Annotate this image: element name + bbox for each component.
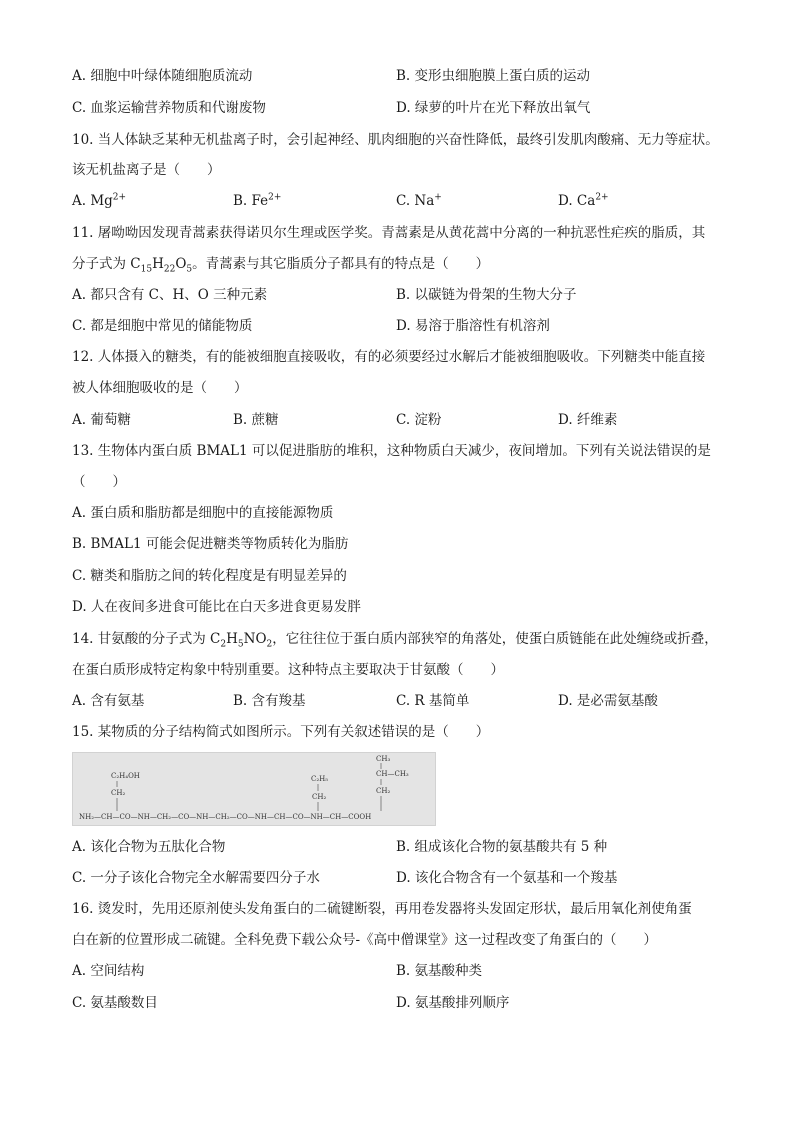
q15-option-c: C. 一分子该化合物完全水解需要四分子水	[72, 870, 320, 886]
q13-stem-line1: 13. 生物体内蛋白质 BMAL1 可以促进脂肪的堆积，这种物质白天减少，夜间增加。下列有关说法错误的是	[72, 443, 711, 459]
q12-option-b: B. 蔗糖	[233, 412, 279, 428]
q16-option-d: D. 氨基酸排列顺序	[396, 995, 510, 1011]
side3-bottom: CH₂	[376, 787, 391, 795]
main-chain: NH₂—CH—CO—NH—CH₂—CO—NH—CH₂—CO—NH—CH—CO—NH—CH—COOH	[79, 813, 372, 821]
q16-stem-line1: 16. 烫发时，先用还原剂使头发角蛋白的二硫键断裂，再用卷发器将头发固定形状，最后用氧化剂使角蛋	[72, 901, 692, 917]
q11-option-a: A. 都只含有 C、H、O 三种元素	[72, 287, 268, 303]
q11-option-d: D. 易溶于脂溶性有机溶剂	[396, 318, 550, 334]
q14-option-b: B. 含有羧基	[233, 693, 306, 709]
q11-stem-line1: 11. 屠呦呦因发现青蒿素获得诺贝尔生理或医学奖。青蒿素是从黄花蒿中分离的一种抗恶性疟疾的脂质，其	[72, 225, 706, 241]
q10-option-a: A. $Mg^{2+}$	[72, 192, 127, 209]
q9-option-d: D. 绿萝的叶片在光下释放出氧气	[396, 100, 591, 116]
q15-stem-line1: 15. 某物质的分子结构简式如图所示。下列有关叙述错误的是（ ）	[72, 724, 490, 740]
q16-option-a: A. 空间结构	[72, 963, 145, 979]
q10-option-b: B. $Fe^{2+}$	[233, 192, 282, 209]
q16-option-c: C. 氨基酸数目	[72, 995, 158, 1011]
q10-option-d: D. $Ca^{2+}$	[558, 192, 609, 209]
q15-option-b: B. 组成该化合物的氨基酸共有 5 种	[396, 839, 608, 855]
q13-option-a: A. 蛋白质和脂肪都是细胞中的直接能源物质	[72, 505, 334, 521]
q14-option-d: D. 是必需氨基酸	[558, 693, 658, 709]
q15-option-a: A. 该化合物为五肽化合物	[72, 839, 226, 855]
q12-stem-line1: 12. 人体摄入的糖类，有的能被细胞直接吸收，有的必须要经过水解后才能被细胞吸收。下列糖类中能直接	[72, 349, 706, 365]
q12-option-a: A. 葡萄糖	[72, 412, 131, 428]
q13-option-c: C. 糖类和脂肪之间的转化程度是有明显差异的	[72, 568, 347, 584]
q13-stem-line2: （ ）	[72, 474, 126, 490]
q16-option-b: B. 氨基酸种类	[396, 963, 483, 979]
q10-option-c: C. Na+	[396, 192, 442, 209]
q10-stem-line1: 10. 当人体缺乏某种无机盐离子时，会引起神经、肌肉细胞的兴奋性降低，最终引发肌肉酸痛、无力等症状。	[72, 132, 719, 148]
side1-bottom: CH₂	[111, 789, 126, 797]
q11-option-c: C. 都是细胞中常见的储能物质	[72, 318, 253, 334]
q13-option-d: D. 人在夜间多进食可能比在白天多进食更易发胖	[72, 599, 361, 615]
q12-option-d: D. 纤维素	[558, 412, 618, 428]
q12-stem-line2: 被人体细胞吸收的是（ ）	[72, 380, 248, 396]
q9-option-a: A. 细胞中叶绿体随细胞质流动	[72, 68, 253, 84]
q12-option-c: C. 淀粉	[396, 412, 442, 428]
q13-option-b: B. BMAL1 可能会促进糖类等物质转化为脂肪	[72, 536, 349, 552]
side2-top: C₂H₅	[311, 775, 329, 783]
q14-stem-line1: 14. 甘氨酸的分子式为 $C_2H_5NO_2$，它往往位于蛋白质内部狭窄的角落处，使蛋白质链能在此处缠绕或折叠，	[72, 631, 718, 650]
side1-top: C₂H₄OH	[111, 772, 140, 780]
side3-mid: CH—CH₃	[376, 770, 409, 778]
q11-stem-line2: 分子式为 $C_{15}H_{22}O_5$。青蒿素与其它脂质分子都具有的特点是（ ）	[72, 256, 490, 275]
q9-option-b: B. 变形虫细胞膜上蛋白质的运动	[396, 68, 591, 84]
q11-option-b: B. 以碳链为骨架的生物大分子	[396, 287, 577, 303]
side3-top: CH₃	[376, 755, 391, 763]
side2-bottom: CH₂	[312, 793, 327, 801]
q14-option-a: A. 含有氨基	[72, 693, 145, 709]
q10-stem-line2: 该无机盐离子是（ ）	[72, 162, 221, 178]
peptide-structure-figure	[72, 752, 436, 826]
q16-stem-line2: 白在新的位置形成二硫键。全科免费下载公众号-《高中僧课堂》这一过程改变了角蛋白的（ ）	[72, 932, 658, 948]
q14-option-c: C. R 基简单	[396, 693, 470, 709]
q9-option-c: C. 血浆运输营养物质和代谢废物	[72, 100, 266, 116]
q14-stem-line2: 在蛋白质形成特定构象中特别重要。这种特点主要取决于甘氨酸（ ）	[72, 662, 504, 678]
q15-option-d: D. 该化合物含有一个氨基和一个羧基	[396, 870, 618, 886]
